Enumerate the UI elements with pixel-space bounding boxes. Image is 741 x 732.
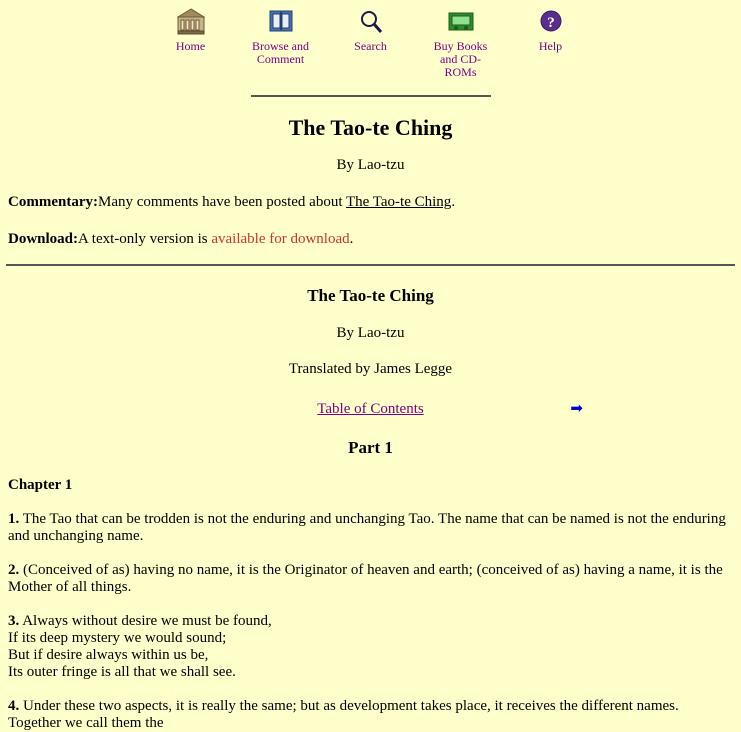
svg-text:?: ? — [546, 15, 555, 31]
verse-text-3-line-2: If its deep mystery we would sound; — [8, 630, 227, 646]
verse-text-3-line-1: Always without desire we must be found, — [22, 613, 272, 629]
commentary-link[interactable]: The Tao-te Ching — [345, 194, 452, 210]
top-navigation — [6, 0, 735, 79]
download-line — [6, 231, 735, 248]
book-author: By Lao-tzu — [336, 325, 405, 341]
home-building-icon — [155, 8, 227, 38]
download-link[interactable]: available for download — [211, 231, 350, 247]
book-translator: Translated by James Legge — [288, 361, 453, 377]
verse-4 — [8, 698, 735, 732]
verse-text-1: The Tao that can be trodden is not the enduring and unchanging Tao. The name that can be named is not the enduring and unchanging name. — [8, 511, 726, 544]
nav-label-help: Help — [538, 39, 563, 53]
verse-number-1: 1. — [8, 511, 20, 527]
next-arrow-icon[interactable]: ➡ — [570, 401, 583, 417]
book-title: The Tao-te Ching — [307, 286, 434, 305]
download-label: Download: — [8, 231, 79, 247]
verse-1 — [8, 511, 735, 545]
verse-number-4: 4. — [8, 698, 20, 714]
nav-item-buy-books[interactable] — [425, 8, 497, 79]
shopping-cart-icon — [425, 8, 497, 38]
commentary-text-after: . — [451, 194, 456, 210]
verse-2 — [8, 562, 735, 596]
chapter-heading: Chapter 1 — [8, 477, 73, 493]
nav-label-search: Search — [354, 39, 387, 53]
commentary-text-before: Many comments have been posted about — [97, 194, 346, 210]
divider-main — [6, 264, 735, 266]
nav-label-browse-and-comment: Browse and Comment — [252, 39, 309, 66]
book-comment-icon — [245, 8, 317, 38]
question-mark-icon — [515, 8, 587, 38]
commentary-label: Commentary: — [8, 194, 98, 210]
verse-text-2: (Conceived of as) having no name, it is the Originator of heaven and earth; (conceived of as) having a name, it is the Mother of all things. — [8, 562, 723, 595]
toc-row — [6, 400, 735, 418]
download-text-before: A text-only version is — [78, 231, 212, 247]
nav-item-search[interactable] — [335, 8, 407, 53]
table-of-contents-link[interactable]: Table of Contents — [317, 401, 424, 417]
magnifier-icon — [335, 8, 407, 38]
nav-item-help[interactable] — [515, 8, 587, 53]
verse-text-3-line-4: Its outer fringe is all that we shall see. — [8, 664, 236, 680]
verse-text-4: Under these two aspects, it is really the same; but as development takes place, it receives the different names. Together we call them the — [8, 698, 679, 731]
nav-item-home[interactable] — [155, 8, 227, 53]
download-text-after: . — [349, 231, 354, 247]
nav-label-buy-books: Buy Books and CD-ROMs — [433, 39, 488, 79]
verse-number-2: 2. — [8, 562, 20, 578]
commentary-line — [6, 194, 735, 211]
nav-item-browse-and-comment[interactable] — [245, 8, 317, 66]
nav-label-home: Home — [175, 39, 206, 53]
verse-3 — [8, 613, 735, 681]
page-title: The Tao-te Ching — [288, 115, 453, 140]
page-byline: By Lao-tzu — [336, 157, 405, 173]
divider-top — [251, 95, 491, 97]
part-heading: Part 1 — [348, 438, 393, 457]
verse-number-3: 3. — [8, 613, 20, 629]
verse-text-3-line-3: But if desire always within us be, — [8, 647, 209, 663]
